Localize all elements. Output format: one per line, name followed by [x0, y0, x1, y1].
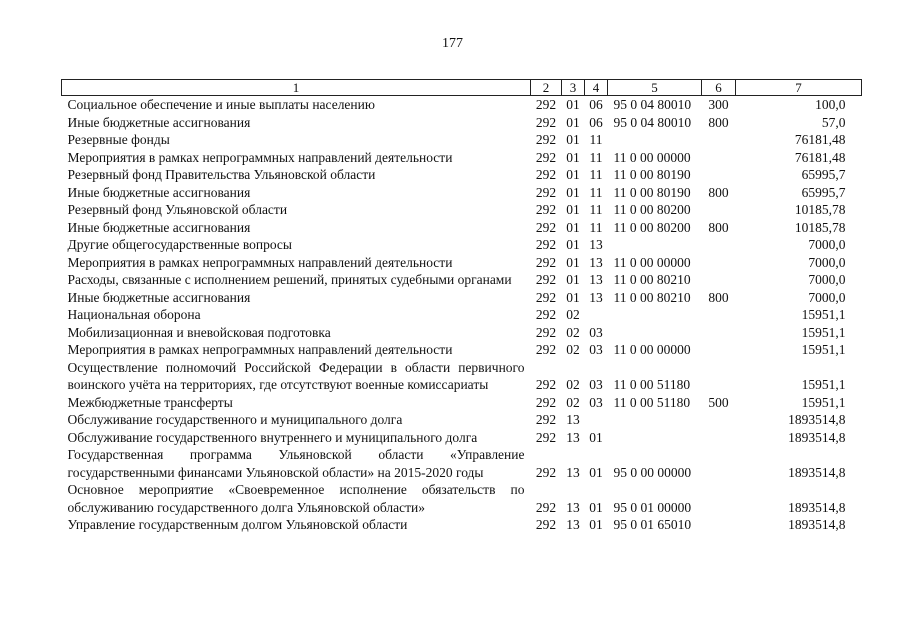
row-expense-type-code: 800 [708, 114, 729, 130]
header-cell-section: 3 [562, 80, 585, 96]
row-expense-type-code [702, 306, 736, 324]
row-target-article-code: 11 0 00 80200 [613, 219, 691, 235]
table-row [62, 149, 862, 167]
row-subsection-code: 13 [589, 254, 603, 270]
row-name-cell: Расходы, связанные с исполнением решений, принятых судебными органами [67, 272, 512, 287]
row-ministry-code: 292 [535, 499, 557, 515]
row-section-code: 02 [566, 307, 580, 322]
row-target-article-code: 11 0 00 51180 [613, 394, 691, 410]
row-subsection-code: 03 [589, 377, 603, 392]
row-name-cell: Мероприятия в рамках непрограммных направлений деятельности [67, 149, 453, 165]
row-amount: 100,0 [815, 97, 846, 112]
row-expense-type-code [702, 446, 736, 481]
row-ministry-code: 292 [535, 517, 557, 532]
row-name-cell: Управление государственным долгом Ульяновской области [67, 517, 408, 532]
row-section-code: 02 [566, 377, 580, 392]
row-name-cell: Мероприятия в рамках непрограммных направлений деятельности [67, 254, 453, 270]
row-section-code: 13 [566, 464, 580, 480]
row-subsection-code [585, 306, 608, 324]
header-cell-subsection: 4 [585, 80, 608, 96]
row-section-code: 02 [566, 324, 580, 340]
row-target-article-code: 11 0 00 80210 [613, 272, 691, 287]
table-row [62, 359, 862, 394]
row-amount: 10185,78 [794, 219, 846, 235]
row-section-code: 01 [566, 184, 580, 200]
row-expense-type-code [702, 341, 736, 359]
header-cell-expense-type: 6 [702, 80, 736, 96]
row-amount: 1893514,8 [788, 412, 846, 427]
row-section-code: 13 [566, 412, 580, 427]
row-expense-type-code [702, 149, 736, 167]
row-section-code: 01 [566, 219, 580, 235]
row-target-article-code: 95 0 04 80010 [613, 97, 692, 112]
table-row [62, 481, 862, 516]
row-target-article-code: 95 0 00 00000 [613, 464, 692, 480]
row-ministry-code: 292 [535, 272, 557, 287]
row-name-cell: Осуществление полномочий Российской Федерации в области первичного воинского учёта на территориях, где отсутствуют военные комиссариаты [67, 359, 525, 392]
row-amount: 76181,48 [794, 132, 846, 147]
row-amount: 7000,0 [808, 237, 846, 252]
row-name-cell: Обслуживание государственного внутреннего и муниципального долга [67, 429, 478, 445]
row-subsection-code: 11 [589, 149, 603, 165]
row-section-code: 01 [566, 114, 580, 130]
row-amount: 15951,1 [801, 342, 846, 357]
table-row [62, 446, 862, 481]
table-row [62, 324, 862, 342]
row-section-code: 01 [566, 132, 580, 147]
row-target-article-code: 95 0 04 80010 [613, 114, 692, 130]
header-cell-target-article: 5 [608, 80, 702, 96]
row-ministry-code: 292 [535, 237, 557, 252]
row-name-cell: Резервные фонды [67, 132, 170, 147]
row-section-code: 13 [566, 517, 580, 532]
row-subsection-code: 06 [589, 114, 603, 130]
row-ministry-code: 292 [535, 324, 557, 340]
row-section-code: 01 [566, 149, 580, 165]
row-amount: 1893514,8 [788, 499, 846, 515]
row-expense-type-code [702, 516, 736, 534]
row-section-code: 01 [566, 237, 580, 252]
table-row [62, 341, 862, 359]
row-ministry-code: 292 [535, 394, 557, 410]
row-subsection-code: 11 [589, 202, 603, 217]
row-target-article-code: 11 0 00 80200 [613, 202, 691, 217]
row-expense-type-code [702, 481, 736, 516]
row-name-cell: Социальное обеспечение и иные выплаты населению [67, 97, 375, 112]
row-section-code: 02 [566, 342, 580, 357]
table-row [62, 201, 862, 219]
row-target-article-code: 11 0 00 80190 [613, 184, 691, 200]
row-name-cell: Иные бюджетные ассигнования [67, 219, 251, 235]
row-ministry-code: 292 [535, 132, 557, 147]
row-expense-type-code: 500 [708, 394, 729, 410]
budget-table [61, 79, 862, 534]
table-row [62, 306, 862, 324]
table-row [62, 394, 862, 412]
row-target-article-code: 11 0 00 80210 [613, 289, 691, 305]
row-name-cell: Резервный фонд Ульяновской области [67, 202, 288, 217]
row-name-cell: Иные бюджетные ассигнования [67, 114, 251, 130]
row-section-code: 13 [566, 499, 580, 515]
row-ministry-code: 292 [535, 219, 557, 235]
row-expense-type-code [702, 359, 736, 394]
row-expense-type-code [702, 166, 736, 184]
row-expense-type-code: 800 [708, 289, 729, 305]
table-row [62, 516, 862, 534]
row-name-cell: Государственная программа Ульяновской области «Управление государственными финансами Ульяновской области» на 2015-2020 годы [67, 447, 525, 480]
row-name-cell: Основное мероприятие «Своевременное исполнение обязательств по обслуживанию государственного долга Ульяновской области» [67, 482, 525, 515]
header-cell-name: 1 [62, 80, 531, 96]
row-expense-type-code [702, 201, 736, 219]
row-amount: 10185,78 [794, 202, 846, 217]
row-target-article-code: 11 0 00 00000 [613, 149, 691, 165]
table-row [62, 289, 862, 307]
table-row [62, 96, 862, 114]
row-subsection-code: 11 [589, 167, 603, 182]
row-target-article-code: 11 0 00 00000 [613, 254, 691, 270]
row-name-cell: Мероприятия в рамках непрограммных направлений деятельности [67, 342, 453, 357]
row-subsection-code: 11 [589, 184, 603, 200]
row-target-article-code [608, 429, 702, 447]
row-subsection-code: 06 [589, 97, 603, 112]
row-ministry-code: 292 [535, 114, 557, 130]
row-subsection-code: 03 [589, 394, 603, 410]
row-target-article-code: 95 0 01 00000 [613, 499, 692, 515]
row-amount: 7000,0 [808, 254, 846, 270]
row-subsection-code: 13 [589, 289, 603, 305]
row-amount: 1893514,8 [788, 517, 846, 532]
table-row [62, 114, 862, 132]
row-ministry-code: 292 [535, 412, 557, 427]
row-expense-type-code [702, 411, 736, 429]
row-ministry-code: 292 [535, 377, 557, 392]
row-ministry-code: 292 [535, 202, 557, 217]
row-amount: 7000,0 [808, 289, 846, 305]
table-row [62, 219, 862, 237]
budget-table-container [61, 79, 861, 534]
table-header [62, 80, 862, 96]
row-subsection-code [585, 411, 608, 429]
row-amount: 65995,7 [801, 184, 846, 200]
row-ministry-code: 292 [535, 429, 557, 445]
header-cell-ministry: 2 [531, 80, 562, 96]
row-section-code: 01 [566, 167, 580, 182]
row-target-article-code: 11 0 00 00000 [613, 342, 691, 357]
row-expense-type-code: 800 [708, 219, 729, 235]
row-section-code: 01 [566, 289, 580, 305]
row-ministry-code: 292 [535, 307, 557, 322]
row-ministry-code: 292 [535, 184, 557, 200]
row-ministry-code: 292 [535, 342, 557, 357]
row-name-cell: Другие общегосударственные вопросы [67, 237, 292, 252]
row-name-cell: Иные бюджетные ассигнования [67, 184, 251, 200]
row-subsection-code: 01 [589, 499, 603, 515]
row-name-cell: Обслуживание государственного и муниципального долга [67, 412, 403, 427]
row-ministry-code: 292 [535, 97, 557, 112]
row-amount: 76181,48 [794, 149, 846, 165]
row-section-code: 13 [566, 429, 580, 445]
table-row [62, 236, 862, 254]
row-target-article-code: 11 0 00 51180 [613, 377, 691, 392]
row-subsection-code: 03 [589, 324, 603, 340]
row-amount: 57,0 [821, 114, 846, 130]
row-amount: 15951,1 [801, 377, 846, 392]
row-amount: 7000,0 [808, 272, 846, 287]
row-subsection-code: 01 [589, 464, 603, 480]
row-section-code: 02 [566, 394, 580, 410]
table-row [62, 166, 862, 184]
page-number: 177 [442, 36, 463, 51]
row-amount: 1893514,8 [788, 429, 846, 445]
row-amount: 1893514,8 [788, 464, 846, 480]
row-amount: 15951,1 [801, 307, 846, 322]
row-target-article-code [608, 131, 702, 149]
row-ministry-code: 292 [535, 464, 557, 480]
row-ministry-code: 292 [535, 167, 557, 182]
row-subsection-code: 03 [589, 342, 603, 357]
table-row [62, 131, 862, 149]
row-subsection-code: 13 [589, 237, 603, 252]
table-row [62, 411, 862, 429]
row-expense-type-code [702, 254, 736, 272]
row-amount: 15951,1 [801, 394, 846, 410]
row-expense-type-code [702, 131, 736, 149]
row-section-code: 01 [566, 272, 580, 287]
row-subsection-code: 11 [589, 132, 603, 147]
row-expense-type-code [702, 324, 736, 342]
table-row [62, 184, 862, 202]
row-target-article-code [608, 306, 702, 324]
table-row [62, 271, 862, 289]
row-subsection-code: 11 [589, 219, 603, 235]
row-subsection-code: 01 [589, 429, 603, 445]
row-name-cell: Иные бюджетные ассигнования [67, 289, 251, 305]
header-row [62, 80, 862, 96]
row-amount: 65995,7 [801, 167, 846, 182]
row-target-article-code [608, 411, 702, 429]
row-expense-type-code: 300 [708, 97, 729, 112]
row-expense-type-code: 800 [708, 184, 729, 200]
row-subsection-code: 01 [589, 517, 603, 532]
row-ministry-code: 292 [535, 149, 557, 165]
row-amount: 15951,1 [801, 324, 846, 340]
row-name-cell: Межбюджетные трансферты [67, 394, 233, 410]
row-section-code: 01 [566, 254, 580, 270]
row-expense-type-code [702, 429, 736, 447]
row-name-cell: Национальная оборона [67, 307, 201, 322]
table-row [62, 254, 862, 272]
row-name-cell: Резервный фонд Правительства Ульяновской области [67, 167, 376, 182]
row-target-article-code [608, 324, 702, 342]
row-subsection-code: 13 [589, 272, 603, 287]
row-ministry-code: 292 [535, 289, 557, 305]
row-ministry-code: 292 [535, 254, 557, 270]
row-target-article-code [608, 236, 702, 254]
row-section-code: 01 [566, 202, 580, 217]
table-row [62, 429, 862, 447]
row-name-cell: Мобилизационная и вневойсковая подготовка [67, 324, 331, 340]
table-body [62, 96, 862, 534]
row-expense-type-code [702, 236, 736, 254]
row-target-article-code: 95 0 01 65010 [613, 517, 692, 532]
header-cell-amount: 7 [736, 80, 862, 96]
row-expense-type-code [702, 271, 736, 289]
row-section-code: 01 [566, 97, 580, 112]
row-target-article-code: 11 0 00 80190 [613, 167, 691, 182]
